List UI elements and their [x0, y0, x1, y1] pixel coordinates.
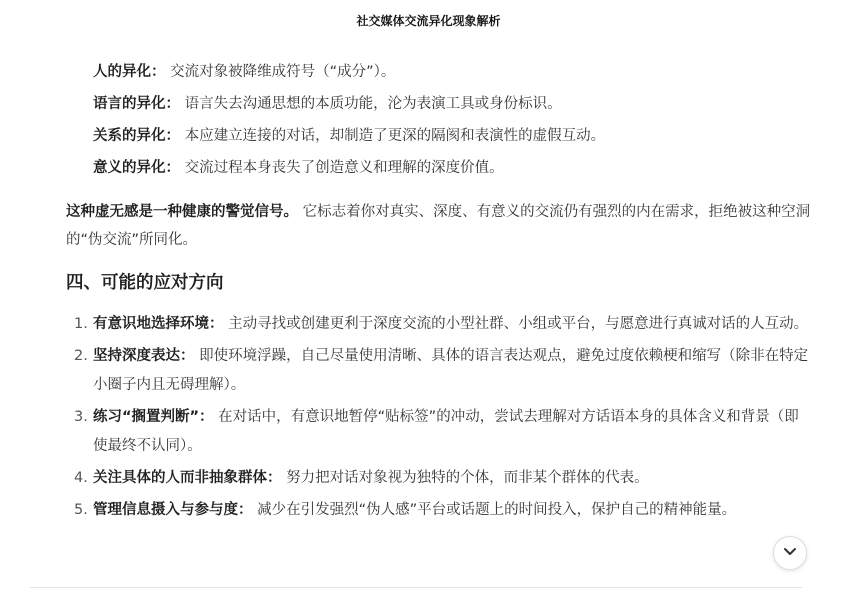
- item-label: 关系的异化：: [93, 128, 180, 144]
- article-content: [66, 56, 811, 528]
- item-text: 语言失去沟通思想的本质功能，沦为表演工具或身份标识。: [184, 96, 562, 112]
- warning-paragraph: [66, 198, 811, 254]
- item-text: 在对话中，有意识地暂停“贴标签”的冲动，尝试去理解对方话语本身的具体含义和背景（即使最终不认同）。: [93, 409, 799, 454]
- item-label: 坚持深度表达：: [93, 348, 195, 364]
- list-item: [93, 152, 811, 184]
- item-label: 意义的异化：: [93, 160, 180, 176]
- scroll-down-button[interactable]: [773, 536, 807, 570]
- section-heading: 四、可能的应对方向: [66, 273, 224, 293]
- list-item: [93, 56, 811, 88]
- item-label: 关注具体的人而非抽象群体：: [93, 470, 282, 486]
- list-item: [66, 342, 811, 400]
- page-title: 社交媒体交流异化现象解析: [356, 14, 501, 28]
- list-item: [66, 464, 811, 493]
- strategy-list: [66, 310, 811, 525]
- item-label: 语言的异化：: [93, 96, 180, 112]
- list-item: [66, 403, 811, 461]
- item-text: 主动寻找或创建更利于深度交流的小型社群、小组或平台，与愿意进行真诚对话的人互动。: [228, 316, 809, 332]
- list-item: [93, 120, 811, 152]
- item-number: 5.: [74, 502, 88, 518]
- list-item: [93, 88, 811, 120]
- item-number: 2.: [74, 348, 88, 364]
- item-number: 3.: [74, 409, 88, 425]
- item-text: 交流过程本身丧失了创造意义和理解的深度价值。: [184, 160, 504, 176]
- bottom-divider: [30, 587, 802, 588]
- list-item: [66, 310, 811, 339]
- item-text: 本应建立连接的对话，却制造了更深的隔阂和表演性的虚假互动。: [184, 128, 606, 144]
- item-label: 人的异化：: [93, 64, 166, 80]
- warning-text: 它标志着你对真实、深度、有意义的交流仍有强烈的内在需求，拒绝被这种空洞的“伪交流”所同化。: [66, 204, 811, 248]
- item-number: 1.: [74, 316, 88, 332]
- list-item: [66, 496, 811, 525]
- chevron-down-icon: [782, 543, 798, 563]
- item-text: 即使环境浮躁，自己尽量使用清晰、具体的语言表达观点，避免过度依赖梗和缩写（除非在特定小圈子内且无碍理解）。: [93, 348, 809, 393]
- alienation-list: [93, 56, 811, 184]
- item-text: 交流对象被降维成符号（“成分”）。: [170, 64, 396, 80]
- item-text: 减少在引发强烈“伪人感”平台或话题上的时间投入，保护自己的精神能量。: [257, 502, 737, 518]
- item-label: 管理信息摄入与参与度：: [93, 502, 253, 518]
- item-label: 练习“搁置判断”：: [93, 409, 214, 425]
- item-number: 4.: [74, 470, 88, 486]
- item-label: 有意识地选择环境：: [93, 316, 224, 332]
- warning-label: 这种虚无感是一种健康的警觉信号。: [66, 204, 298, 220]
- item-text: 努力把对话对象视为独特的个体，而非某个群体的代表。: [286, 470, 649, 486]
